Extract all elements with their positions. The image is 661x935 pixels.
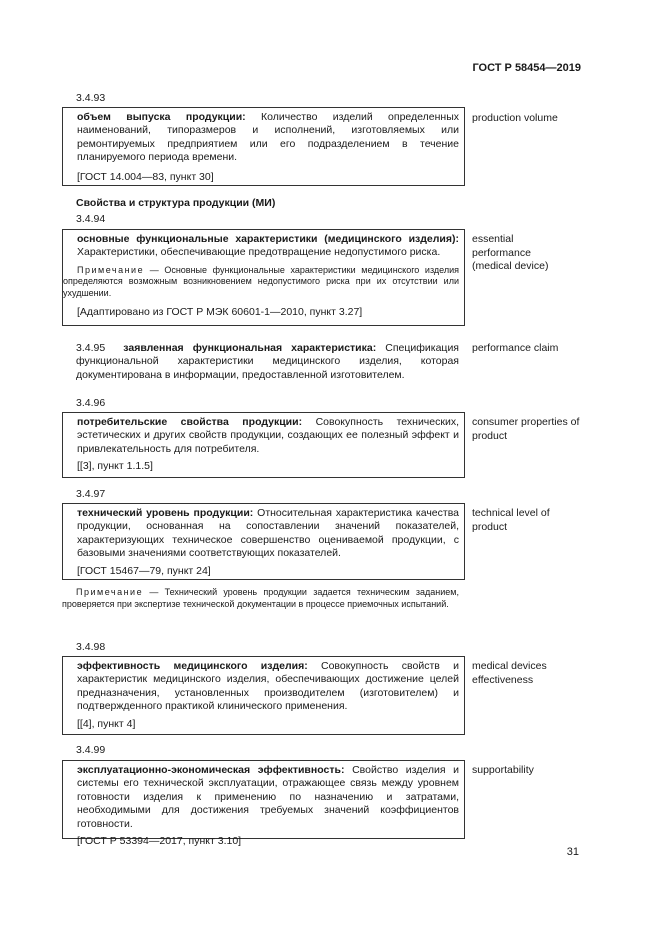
note-label: Примечание [77, 264, 145, 275]
section-title: Свойства и структура продукции (МИ) [76, 197, 276, 209]
term-entry-box [62, 760, 465, 848]
definition: Количество изделий определенных наименований, типоразмеров и исполнений, изготовляемых или ремонтируемых предприятием или его подразделением в течение планируемого периода времени. [77, 111, 460, 164]
source-reference: [ГОСТ 15467—79, пункт 24] [77, 564, 211, 577]
term: заявленная функциональная характеристика: [123, 342, 377, 354]
entry-number: 3.4.96 [76, 397, 106, 409]
term: основные функциональные характеристики (медицинского изделия): [77, 233, 459, 245]
source-reference: [[3], пункт 1.1.5] [77, 460, 153, 473]
term: технический уровень продукции: [77, 507, 254, 519]
note-text: — Основные функциональные характеристики медицинского изделия определяются возможным возникновением недопустимого риска при их отсутствии или ухудшении. [63, 264, 459, 298]
source-reference: [ГОСТ 14.004—83, пункт 30] [77, 170, 214, 183]
entry-number: 3.4.99 [76, 744, 106, 756]
definition: Совокупность технических, эстетических и других свойств продукции, создающих ее полезный эффект и привлекательность для потребителя. [77, 416, 459, 455]
entry-number: 3.4.95 [76, 342, 106, 354]
standard-designation: ГОСТ Р 58454—2019 [472, 62, 581, 74]
definition: Совокупность свойств и характеристик медицинского изделия, обеспечивающих достижение целей предназначения, установленных производителем (изготовителем) и подтвержденного практикой клинического применения. [77, 660, 459, 713]
entry-number: 3.4.93 [76, 92, 106, 104]
english-equivalent: supportability [472, 764, 534, 776]
note [62, 587, 459, 610]
term-entry-box [62, 229, 465, 326]
english-equivalent: production volume [472, 112, 558, 124]
term-entry-box [62, 656, 465, 735]
note-text: — Технический уровень продукции задается техническим заданием, проверяется при экспертизе технической документации в процессе приемочных испытаний. [62, 587, 459, 609]
english-equivalent: essential performance (medical device) [472, 233, 549, 273]
term: объем выпуска продукции: [77, 111, 246, 123]
source-reference: [Адаптировано из ГОСТ Р МЭК 60601-1—2010, пункт 3.27] [77, 305, 363, 318]
term-entry-box [62, 412, 465, 478]
definition: Относительная характеристика качества продукции, основанная на сопоставлении значений показателей, характеризующих техническое совершенство оцениваемой продукции, с базовыми значениями соответствующих показателей. [77, 507, 459, 560]
definition: Спецификация функциональной характеристики медицинского изделия, которая документирована в информации, предоставленной изготовителем. [76, 342, 459, 381]
term: потребительские свойства продукции: [77, 416, 303, 428]
note [63, 265, 459, 300]
entry-number: 3.4.98 [76, 641, 106, 653]
term-entry-box [62, 107, 465, 186]
english-equivalent: medical devices effectiveness [472, 660, 547, 686]
entry-number: 3.4.97 [76, 488, 106, 500]
page-number: 31 [566, 846, 579, 858]
source-reference: [ГОСТ Р 53394—2017, пункт 3.10] [77, 835, 242, 848]
english-equivalent: technical level of product [472, 507, 550, 533]
note-label: Примечание [76, 587, 144, 597]
entry-number: 3.4.94 [76, 213, 106, 225]
definition: Характеристики, обеспечивающие предотвращение недопустимого риска. [77, 246, 441, 259]
term: эффективность медицинского изделия: [77, 660, 308, 672]
source-reference: [[4], пункт 4] [77, 717, 136, 730]
term-entry-box [62, 503, 465, 580]
term: эксплуатационно-экономическая эффективность: [77, 764, 345, 776]
term-entry-plain [76, 342, 459, 382]
definition: Свойство изделия и системы его технической эксплуатации, отражающее связь между уровнем готовности изделия к применению по назначению и затратами, необходимыми для достижения требуемых значений коэффициентов готовности. [77, 764, 460, 830]
english-equivalent: performance claim [472, 342, 559, 354]
english-equivalent: consumer properties of product [472, 416, 580, 442]
